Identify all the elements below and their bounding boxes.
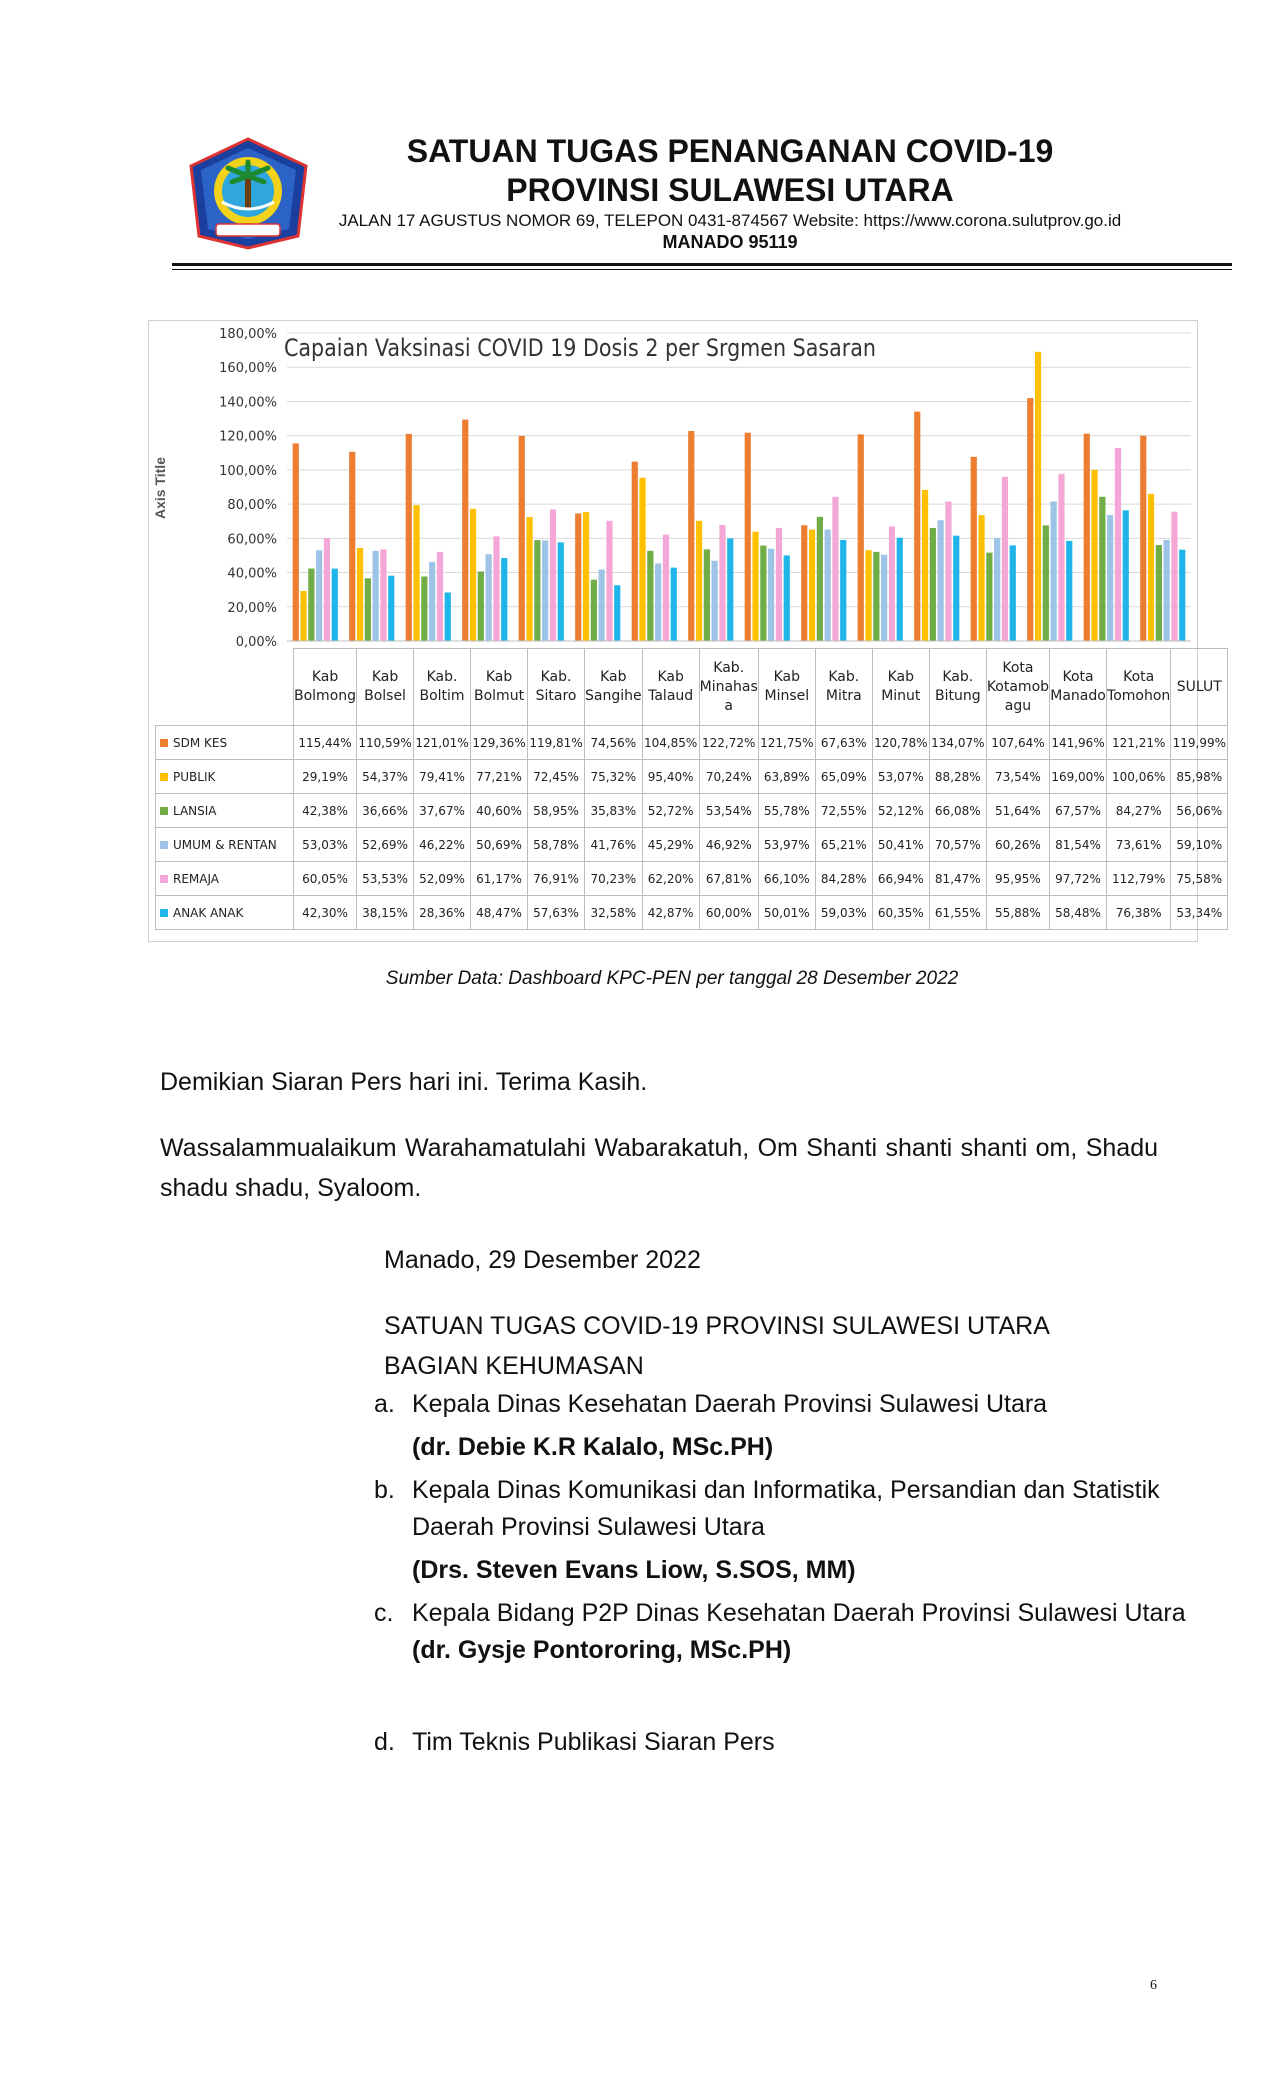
bar-sdm-kes	[349, 452, 355, 641]
bar-publik	[978, 515, 984, 641]
bar-umum-rentan	[429, 562, 435, 641]
legend-entry	[156, 896, 294, 930]
bar-publik	[696, 521, 702, 641]
bar-lansia	[591, 580, 597, 641]
data-label: 72,45%	[528, 760, 585, 794]
data-label: 40,60%	[471, 794, 528, 828]
legend-entry	[156, 828, 294, 862]
x-category-label: Kota Manado	[1050, 649, 1107, 726]
data-label: 51,64%	[986, 794, 1049, 828]
bar-lansia	[704, 549, 710, 641]
data-label: 50,69%	[471, 828, 528, 862]
data-label: 53,34%	[1171, 896, 1228, 930]
data-label: 77,21%	[471, 760, 528, 794]
data-label: 42,30%	[294, 896, 357, 930]
bar-umum-rentan	[316, 550, 322, 641]
data-label: 55,78%	[758, 794, 815, 828]
data-label: 79,41%	[414, 760, 471, 794]
closing-paragraph: Demikian Siaran Pers hari ini. Terima Kasih.	[160, 1068, 648, 1096]
bar-lansia	[986, 553, 992, 641]
legend-swatch	[160, 909, 168, 917]
x-category-label: Kota Kotamob agu	[986, 649, 1049, 726]
x-category-label: Kab Bolmut	[471, 649, 528, 726]
legend-entry	[156, 862, 294, 896]
bar-umum-rentan	[768, 549, 774, 641]
table-row	[156, 896, 1228, 930]
bar-remaja	[1002, 477, 1008, 641]
chart-data-table	[155, 648, 1228, 930]
bar-lansia	[760, 546, 766, 641]
table-row	[156, 726, 1228, 760]
data-label: 107,64%	[986, 726, 1049, 760]
bar-lansia	[478, 572, 484, 641]
data-label: 61,55%	[929, 896, 986, 930]
data-label: 60,35%	[872, 896, 929, 930]
bar-remaja	[437, 552, 443, 641]
bar-anak-anak	[1066, 541, 1072, 641]
data-label: 53,53%	[357, 862, 414, 896]
data-label: 58,95%	[528, 794, 585, 828]
bar-sdm-kes	[462, 420, 468, 641]
bar-publik	[300, 591, 306, 641]
legend-swatch	[160, 807, 168, 815]
legend-label: REMAJA	[173, 871, 220, 886]
bar-remaja	[1171, 512, 1177, 641]
data-label: 65,21%	[815, 828, 872, 862]
x-category-label: Kota Tomohon	[1107, 649, 1171, 726]
bar-publik	[1091, 470, 1097, 641]
bar-publik	[583, 512, 589, 641]
bar-umum-rentan	[994, 538, 1000, 641]
bar-sdm-kes	[688, 431, 694, 641]
bar-remaja	[889, 526, 895, 641]
data-label: 73,61%	[1107, 828, 1171, 862]
x-category-label: Kab. Boltim	[414, 649, 471, 726]
x-category-label: Kab. Minahas a	[699, 649, 758, 726]
bar-remaja	[606, 521, 612, 641]
data-label: 63,89%	[758, 760, 815, 794]
table-row	[156, 828, 1228, 862]
bar-anak-anak	[388, 576, 394, 641]
bar-publik	[1148, 494, 1154, 641]
x-category-label: Kab Sangihe	[585, 649, 643, 726]
x-category-label: Kab. Bitung	[929, 649, 986, 726]
data-label: 76,91%	[528, 862, 585, 896]
data-label: 46,22%	[414, 828, 471, 862]
data-label: 169,00%	[1050, 760, 1107, 794]
data-label: 75,58%	[1171, 862, 1228, 896]
bar-umum-rentan	[599, 570, 605, 641]
data-label: 42,87%	[642, 896, 699, 930]
data-label: 76,38%	[1107, 896, 1171, 930]
org-line2: BAGIAN KEHUMASAN	[384, 1352, 644, 1380]
data-label: 60,05%	[294, 862, 357, 896]
data-label: 119,99%	[1171, 726, 1228, 760]
bar-lansia	[1156, 545, 1162, 641]
legend-swatch	[160, 841, 168, 849]
data-label: 48,47%	[471, 896, 528, 930]
bar-publik	[752, 532, 758, 641]
bar-lansia	[930, 528, 936, 641]
list-marker: d.	[374, 1728, 395, 1756]
bar-umum-rentan	[1051, 501, 1057, 641]
org-line1: SATUAN TUGAS COVID-19 PROVINSI SULAWESI UTARA	[384, 1312, 1050, 1340]
data-label: 45,29%	[642, 828, 699, 862]
data-label: 110,59%	[357, 726, 414, 760]
bar-publik	[1035, 352, 1041, 641]
y-tick-label: 120,00%	[219, 429, 277, 445]
greeting-paragraph: Wassalammualaikum Warahamatulahi Wabarakatuh, Om Shanti shanti shanti om, Shadu shadu shadu, Syaloom.	[160, 1134, 1158, 1202]
bar-lansia	[817, 517, 823, 641]
data-label: 28,36%	[414, 896, 471, 930]
list-marker: b.	[374, 1476, 395, 1504]
bar-lansia	[1099, 497, 1105, 641]
data-label: 66,08%	[929, 794, 986, 828]
bar-remaja	[945, 502, 951, 641]
data-label: 42,38%	[294, 794, 357, 828]
legend-entry	[156, 726, 294, 760]
bar-sdm-kes	[1140, 436, 1146, 641]
bar-publik	[357, 548, 363, 641]
data-label: 37,67%	[414, 794, 471, 828]
list-item-name: (Drs. Steven Evans Liow, S.SOS, MM)	[412, 1556, 856, 1584]
y-tick-label: 40,00%	[227, 566, 277, 582]
y-tick-label: 100,00%	[219, 463, 277, 479]
data-label: 56,06%	[1171, 794, 1228, 828]
signature-organization	[384, 1306, 1050, 1386]
data-label: 70,23%	[585, 862, 643, 896]
bar-remaja	[1058, 474, 1064, 641]
page-number: 6	[1150, 1978, 1157, 1993]
bar-umum-rentan	[655, 564, 661, 641]
bar-umum-rentan	[825, 529, 831, 641]
source-note: Sumber Data: Dashboard KPC-PEN per tanggal 28 Desember 2022	[385, 968, 959, 989]
bar-lansia	[308, 568, 314, 641]
header-city: MANADO 95119	[662, 232, 798, 252]
bar-sdm-kes	[519, 436, 525, 641]
data-label: 74,56%	[585, 726, 643, 760]
bar-umum-rentan	[1107, 515, 1113, 641]
data-label: 122,72%	[699, 726, 758, 760]
data-label: 112,79%	[1107, 862, 1171, 896]
bar-anak-anak	[727, 538, 733, 641]
table-row	[156, 794, 1228, 828]
bar-sdm-kes	[914, 412, 920, 641]
bar-remaja	[663, 535, 669, 641]
bar-anak-anak	[953, 536, 959, 641]
data-label: 75,32%	[585, 760, 643, 794]
bar-lansia	[365, 578, 371, 641]
bar-umum-rentan	[542, 540, 548, 641]
bar-remaja	[324, 538, 330, 641]
data-label: 95,40%	[642, 760, 699, 794]
legend-swatch	[160, 875, 168, 883]
chart-plot	[0, 0, 1275, 660]
list-item-text: Tim Teknis Publikasi Siaran Pers	[412, 1728, 775, 1756]
bar-publik	[413, 505, 419, 641]
x-category-label: Kab Bolsel	[357, 649, 414, 726]
bar-remaja	[719, 525, 725, 641]
data-label: 129,36%	[471, 726, 528, 760]
data-label: 46,92%	[699, 828, 758, 862]
data-label: 97,72%	[1050, 862, 1107, 896]
bar-sdm-kes	[1027, 398, 1033, 641]
list-marker: a.	[374, 1390, 395, 1418]
bar-sdm-kes	[971, 457, 977, 641]
data-label: 59,03%	[815, 896, 872, 930]
y-tick-label: 20,00%	[227, 600, 277, 616]
data-label: 50,41%	[872, 828, 929, 862]
bar-remaja	[493, 536, 499, 641]
legend-label: UMUM & RENTAN	[173, 837, 277, 852]
data-label: 29,19%	[294, 760, 357, 794]
y-tick-label: 160,00%	[219, 361, 277, 377]
bar-sdm-kes	[858, 434, 864, 641]
bar-sdm-kes	[1084, 434, 1090, 641]
x-category-label: Kab Talaud	[642, 649, 699, 726]
list-item-text: Kepala Dinas Komunikasi dan Informatika, Persandian dan Statistik Daerah Provinsi Sulawesi Utara	[412, 1476, 1160, 1541]
x-category-label: Kab Bolmong	[294, 649, 357, 726]
data-label: 52,12%	[872, 794, 929, 828]
data-label: 70,57%	[929, 828, 986, 862]
bar-publik	[865, 550, 871, 641]
x-category-label: Kab. Sitaro	[528, 649, 585, 726]
list-item-text: Kepala Bidang P2P Dinas Kesehatan Daerah Provinsi Sulawesi Utara	[412, 1599, 1186, 1627]
header-address: JALAN 17 AGUSTUS NOMOR 69, TELEPON 0431-874567 Website: https://www.corona.sulutprov.go.id	[338, 211, 1122, 230]
chart-y-axis-title: Axis Title	[152, 457, 168, 519]
bar-publik	[922, 490, 928, 641]
y-tick-label: 80,00%	[227, 498, 277, 514]
legend-label: ANAK ANAK	[173, 905, 244, 920]
data-label: 85,98%	[1171, 760, 1228, 794]
bar-lansia	[873, 552, 879, 641]
bar-anak-anak	[558, 542, 564, 641]
data-label: 57,63%	[528, 896, 585, 930]
legend-label: PUBLIK	[173, 769, 216, 784]
bar-sdm-kes	[406, 434, 412, 641]
data-label: 84,27%	[1107, 794, 1171, 828]
data-label: 115,44%	[294, 726, 357, 760]
bar-remaja	[380, 549, 386, 641]
data-label: 121,01%	[414, 726, 471, 760]
list-marker: c.	[374, 1599, 394, 1627]
y-tick-label: 60,00%	[227, 532, 277, 548]
x-category-label: Kab. Mitra	[815, 649, 872, 726]
bar-lansia	[534, 540, 540, 641]
legend-entry	[156, 760, 294, 794]
x-category-label: Kab Minut	[872, 649, 929, 726]
y-tick-label: 0,00%	[235, 635, 277, 650]
data-label: 70,24%	[699, 760, 758, 794]
list-item-name: (dr. Debie K.R Kalalo, MSc.PH)	[412, 1433, 774, 1461]
data-label: 58,78%	[528, 828, 585, 862]
data-label: 65,09%	[815, 760, 872, 794]
bar-publik	[526, 517, 532, 641]
bar-lansia	[647, 551, 653, 641]
bar-umum-rentan	[486, 554, 492, 641]
data-label: 104,85%	[642, 726, 699, 760]
data-label: 72,55%	[815, 794, 872, 828]
bar-anak-anak	[332, 569, 338, 641]
data-label: 61,17%	[471, 862, 528, 896]
bar-remaja	[832, 497, 838, 641]
table-row	[156, 760, 1228, 794]
data-label: 60,00%	[699, 896, 758, 930]
data-label: 119,81%	[528, 726, 585, 760]
bar-sdm-kes	[745, 433, 751, 641]
bar-umum-rentan	[938, 520, 944, 641]
bar-remaja	[1115, 448, 1121, 641]
bar-sdm-kes	[293, 443, 299, 641]
data-label: 134,07%	[929, 726, 986, 760]
data-label: 58,48%	[1050, 896, 1107, 930]
bar-publik	[639, 478, 645, 641]
bar-anak-anak	[614, 585, 620, 641]
data-label: 88,28%	[929, 760, 986, 794]
data-label: 35,83%	[585, 794, 643, 828]
bar-anak-anak	[1010, 545, 1016, 641]
bar-anak-anak	[1123, 510, 1129, 641]
data-label: 60,26%	[986, 828, 1049, 862]
legend-swatch	[160, 739, 168, 747]
data-label: 73,54%	[986, 760, 1049, 794]
bar-umum-rentan	[1164, 540, 1170, 641]
bar-lansia	[1043, 525, 1049, 641]
bar-anak-anak	[445, 592, 451, 641]
legend-swatch	[160, 773, 168, 781]
header-title-line2: PROVINSI SULAWESI UTARA	[506, 172, 954, 208]
data-label: 53,03%	[294, 828, 357, 862]
data-label: 120,78%	[872, 726, 929, 760]
data-label: 66,94%	[872, 862, 929, 896]
data-label: 32,58%	[585, 896, 643, 930]
data-label: 54,37%	[357, 760, 414, 794]
data-label: 84,28%	[815, 862, 872, 896]
data-label: 53,97%	[758, 828, 815, 862]
data-label: 36,66%	[357, 794, 414, 828]
bar-anak-anak	[1179, 550, 1185, 641]
list-item-name: (dr. Gysje Pontororing, MSc.PH)	[412, 1636, 792, 1664]
data-label: 121,75%	[758, 726, 815, 760]
data-label: 50,01%	[758, 896, 815, 930]
y-tick-label: 180,00%	[219, 327, 277, 342]
data-label: 81,47%	[929, 862, 986, 896]
bar-remaja	[776, 528, 782, 641]
bar-sdm-kes	[575, 513, 581, 641]
signature-date: Manado, 29 Desember 2022	[384, 1246, 701, 1274]
data-label: 67,81%	[699, 862, 758, 896]
bar-anak-anak	[784, 555, 790, 641]
data-label: 52,72%	[642, 794, 699, 828]
data-label: 38,15%	[357, 896, 414, 930]
table-row	[156, 862, 1228, 896]
bar-lansia	[421, 577, 427, 641]
data-label: 52,69%	[357, 828, 414, 862]
data-label: 53,54%	[699, 794, 758, 828]
bar-publik	[470, 509, 476, 641]
bar-remaja	[550, 509, 556, 641]
x-category-label: SULUT	[1171, 649, 1228, 726]
data-label: 41,76%	[585, 828, 643, 862]
chart-title: Capaian Vaksinasi COVID 19 Dosis 2 per Srgmen Sasaran	[283, 334, 877, 362]
data-label: 141,96%	[1050, 726, 1107, 760]
data-label: 53,07%	[872, 760, 929, 794]
data-label: 67,63%	[815, 726, 872, 760]
table-corner	[156, 649, 294, 726]
data-label: 81,54%	[1050, 828, 1107, 862]
bar-sdm-kes	[632, 462, 638, 641]
bar-umum-rentan	[373, 551, 379, 641]
data-label: 121,21%	[1107, 726, 1171, 760]
data-label: 66,10%	[758, 862, 815, 896]
bar-anak-anak	[840, 540, 846, 641]
list-item-text: Kepala Dinas Kesehatan Daerah Provinsi Sulawesi Utara	[412, 1390, 1048, 1418]
x-category-label: Kab Minsel	[758, 649, 815, 726]
data-label: 62,20%	[642, 862, 699, 896]
bar-anak-anak	[897, 538, 903, 641]
bar-anak-anak	[501, 558, 507, 641]
table-header-row	[156, 649, 1228, 726]
bar-sdm-kes	[801, 525, 807, 641]
data-label: 95,95%	[986, 862, 1049, 896]
bar-anak-anak	[671, 568, 677, 641]
y-tick-label: 140,00%	[219, 395, 277, 411]
data-label: 67,57%	[1050, 794, 1107, 828]
data-label: 55,88%	[986, 896, 1049, 930]
legend-label: SDM KES	[173, 735, 228, 750]
legend-entry	[156, 794, 294, 828]
legend-label: LANSIA	[173, 803, 217, 818]
data-label: 52,09%	[414, 862, 471, 896]
header-title-line1: SATUAN TUGAS PENANGANAN COVID-19	[406, 133, 1054, 169]
bar-publik	[809, 530, 815, 641]
data-label: 100,06%	[1107, 760, 1171, 794]
data-label: 59,10%	[1171, 828, 1228, 862]
bar-umum-rentan	[712, 561, 718, 641]
bar-umum-rentan	[881, 555, 887, 641]
